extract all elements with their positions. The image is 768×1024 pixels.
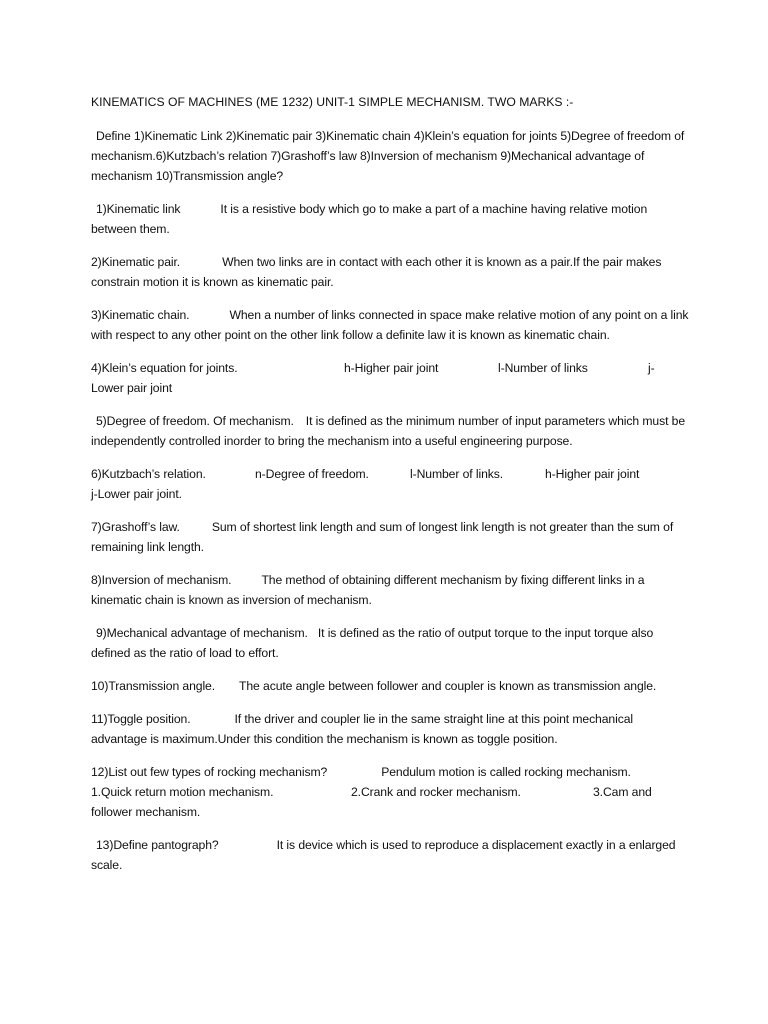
answer-4-h: h-Higher pair joint	[344, 361, 439, 375]
answer-12-item-1: 1.Quick return motion mechanism.	[91, 785, 274, 799]
answer-1-term: 1)Kinematic link	[96, 202, 181, 216]
answer-6-h: h-Higher pair joint	[545, 467, 640, 481]
answer-13-term: 13)Define pantograph?	[96, 838, 219, 852]
document-title: KINEMATICS OF MACHINES (ME 1232) UNIT-1 SIMPLE MECHANISM. TWO MARKS :-	[91, 95, 574, 109]
answer-12-definition: Pendulum motion is called rocking mechanism.	[381, 765, 631, 779]
answer-13	[91, 835, 691, 875]
answer-11-term: 11)Toggle position.	[91, 712, 191, 726]
answer-3	[91, 305, 691, 345]
answer-8-definition: The method of obtaining different mechanism by fixing different links in a kinematic chain is known as inversion of mechanism.	[91, 573, 645, 607]
answer-5-term: 5)Degree of freedom. Of mechanism.	[96, 414, 294, 428]
answer-5	[91, 411, 691, 451]
answer-10	[91, 676, 691, 696]
answer-1	[91, 199, 691, 239]
answer-12-line-3: follower mechanism.	[91, 805, 201, 819]
answer-12	[91, 762, 691, 822]
answer-6	[91, 464, 691, 504]
answer-3-definition: When a number of links connected in space make relative motion of any point on a link with respect to any other point on the other link follow a definite law it is known as kinematic chain.	[91, 308, 689, 342]
answer-8-term: 8)Inversion of mechanism.	[91, 573, 232, 587]
answer-6-term: 6)Kutzbach’s relation.	[91, 467, 206, 481]
intro-question-list: Define 1)Kinematic Link 2)Kinematic pair 3)Kinematic chain 4)Klein’s equation for joints 5)Degree of freedom of mechanism.6)Kutzbach’s relation 7)Grashoff’s law 8)Inversion of mechanism 9)Mechanical advantage of mechanism 10)Transmission angle?	[91, 129, 685, 183]
answer-4-l: l-Number of links	[498, 361, 588, 375]
answer-3-term: 3)Kinematic chain.	[91, 308, 190, 322]
answer-12-line-2	[91, 782, 691, 802]
answer-6-l: l-Number of links.	[410, 467, 504, 481]
answer-4-term: 4)Klein’s equation for joints.	[91, 361, 238, 375]
document-page	[91, 92, 691, 888]
answer-4-line-1	[91, 358, 691, 378]
answer-6-line-1	[91, 464, 691, 484]
answer-5-definition: It is defined as the minimum number of input parameters which must be independently controlled inorder to bring the mechanism into a useful engineering purpose.	[91, 414, 685, 448]
answer-8	[91, 570, 691, 610]
answer-4	[91, 358, 691, 398]
answer-6-n: n-Degree of freedom.	[255, 467, 369, 481]
answer-9-term: 9)Mechanical advantage of mechanism.	[96, 626, 308, 640]
answer-10-term: 10)Transmission angle.	[91, 679, 216, 693]
answer-9-definition: It is defined as the ratio of output torque to the input torque also defined as the ratio of load to effort.	[91, 626, 654, 660]
answer-2	[91, 252, 691, 292]
answer-2-term: 2)Kinematic pair.	[91, 255, 181, 269]
answer-7	[91, 517, 691, 557]
answer-10-definition: The acute angle between follower and coupler is known as transmission angle.	[239, 679, 657, 693]
answer-7-definition: Sum of shortest link length and sum of longest link length is not greater than the sum of remaining link length.	[91, 520, 674, 554]
answer-2-definition: When two links are in contact with each other it is known as a pair.If the pair makes constrain motion it is known as kinematic pair.	[91, 255, 662, 289]
answer-4-line-2: Lower pair joint	[91, 381, 173, 395]
answer-11	[91, 709, 691, 749]
answer-12-line-1	[91, 762, 691, 782]
answer-7-term: 7)Grashoff’s law.	[91, 520, 180, 534]
answer-1-definition: It is a resistive body which go to make a part of a machine having relative motion between them.	[91, 202, 648, 236]
answer-12-item-3: 3.Cam and	[593, 785, 652, 799]
answer-4-j: j-	[648, 361, 655, 375]
answer-6-line-2: j-Lower pair joint.	[91, 487, 182, 501]
answer-9	[91, 623, 691, 663]
answer-12-item-2: 2.Crank and rocker mechanism.	[351, 785, 521, 799]
answer-12-term: 12)List out few types of rocking mechanism?	[91, 765, 328, 779]
answer-11-definition: If the driver and coupler lie in the same straight line at this point mechanical advantage is maximum.Under this condition the mechanism is known as toggle position.	[91, 712, 633, 746]
answer-13-definition: It is device which is used to reproduce a displacement exactly in a enlarged scale.	[91, 838, 676, 872]
